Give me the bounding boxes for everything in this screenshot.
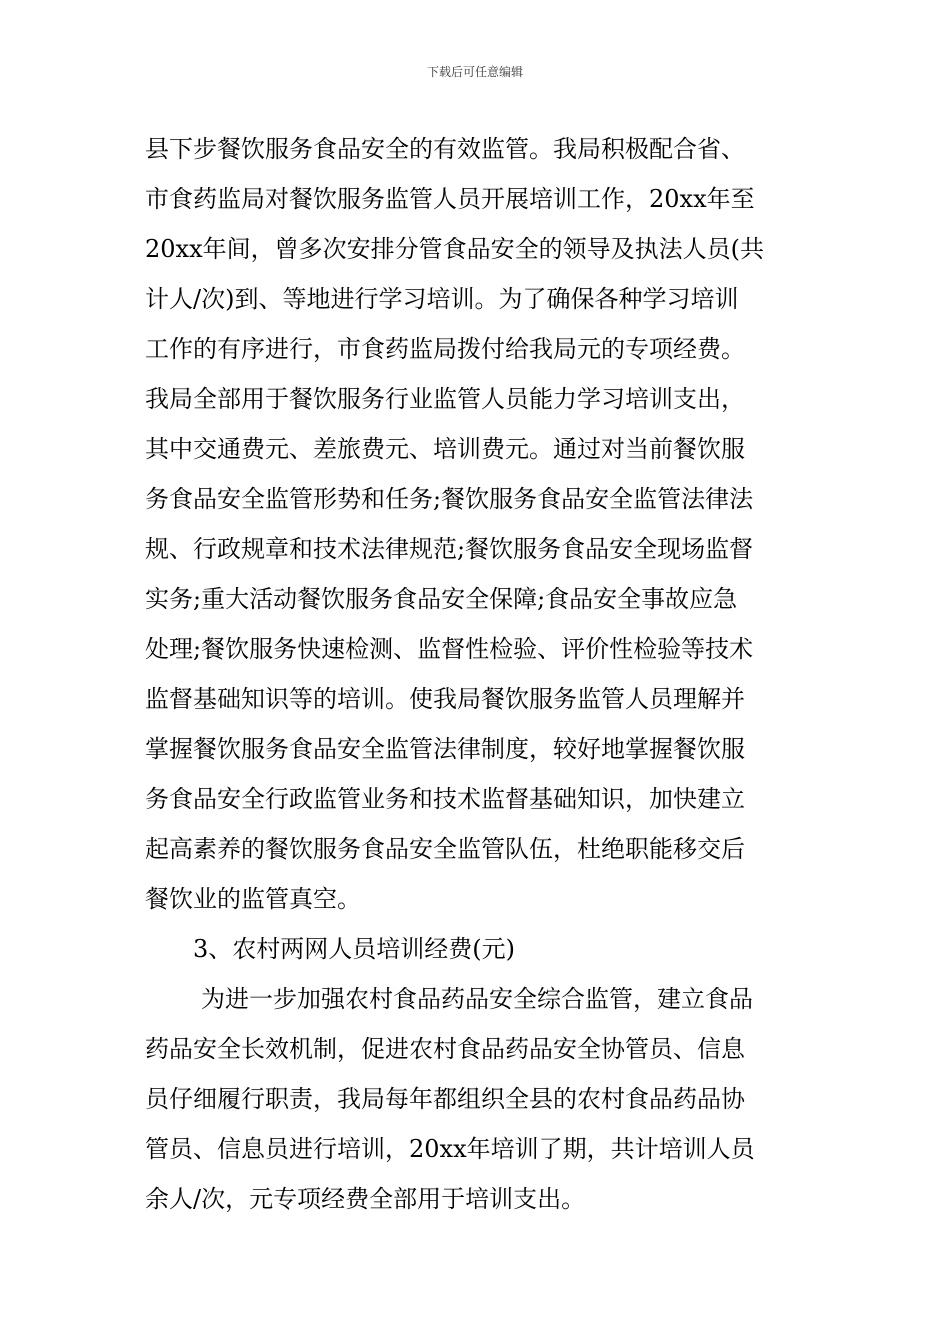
text-line-19: 药品安全长效机制，促进农村食品药品安全协管员、信息 <box>145 1035 745 1063</box>
text-line-7: 其中交通费元、差旅费元、培训费元。通过对当前餐饮服 <box>145 435 745 463</box>
text-line-4: 计人/次)到、等地进行学习培训。为了确保各种学习培训 <box>145 285 739 313</box>
text-line-16: 餐饮业的监管真空。 <box>145 885 361 913</box>
section-heading: 3、农村两网人员培训经费(元) <box>193 935 515 963</box>
text-line-1: 县下步餐饮服务食品安全的有效监管。我局积极配合省、 <box>145 135 745 163</box>
text-line-20: 员仔细履行职责，我局每年都组织全县的农村食品药品协 <box>145 1085 745 1113</box>
text-line-5: 工作的有序进行，市食药监局拨付给我局元的专项经费。 <box>145 335 745 363</box>
text-line-9: 规、行政规章和技术法律规范;餐饮服务食品安全现场监督 <box>145 535 754 563</box>
text-line-3: 20xx年间，曾多次安排分管食品安全的领导及执法人员(共 <box>145 235 764 263</box>
text-line-12: 监督基础知识等的培训。使我局餐饮服务监管人员理解并 <box>145 685 745 713</box>
text-line-10: 实务;重大活动餐饮服务食品安全保障;食品安全事故应急 <box>145 585 738 613</box>
text-line-6: 我局全部用于餐饮服务行业监管人员能力学习培训支出， <box>145 385 745 413</box>
text-line-15: 起高素养的餐饮服务食品安全监管队伍，杜绝职能移交后 <box>145 835 745 863</box>
page-header: 下载后可任意编辑 <box>426 65 523 79</box>
text-line-2: 市食药监局对餐饮服务监管人员开展培训工作，20xx年至 <box>145 185 755 213</box>
text-line-13: 掌握餐饮服务食品安全监管法律制度，较好地掌握餐饮服 <box>145 735 745 763</box>
text-line-11: 处理;餐饮服务快速检测、监督性检验、评价性检验等技术 <box>145 635 754 663</box>
text-line-18: 为进一步加强农村食品药品安全综合监管，建立食品 <box>201 985 753 1013</box>
text-line-8: 务食品安全监管形势和任务;餐饮服务食品安全监管法律法 <box>145 485 754 513</box>
text-line-14: 务食品安全行政监管业务和技术监督基础知识，加快建立 <box>145 785 745 813</box>
text-line-22: 余人/次，元专项经费全部用于培训支出。 <box>145 1185 586 1213</box>
document-body <box>145 124 810 1224</box>
text-line-21: 管员、信息员进行培训，20xx年培训了期，共计培训人员 <box>145 1135 755 1163</box>
